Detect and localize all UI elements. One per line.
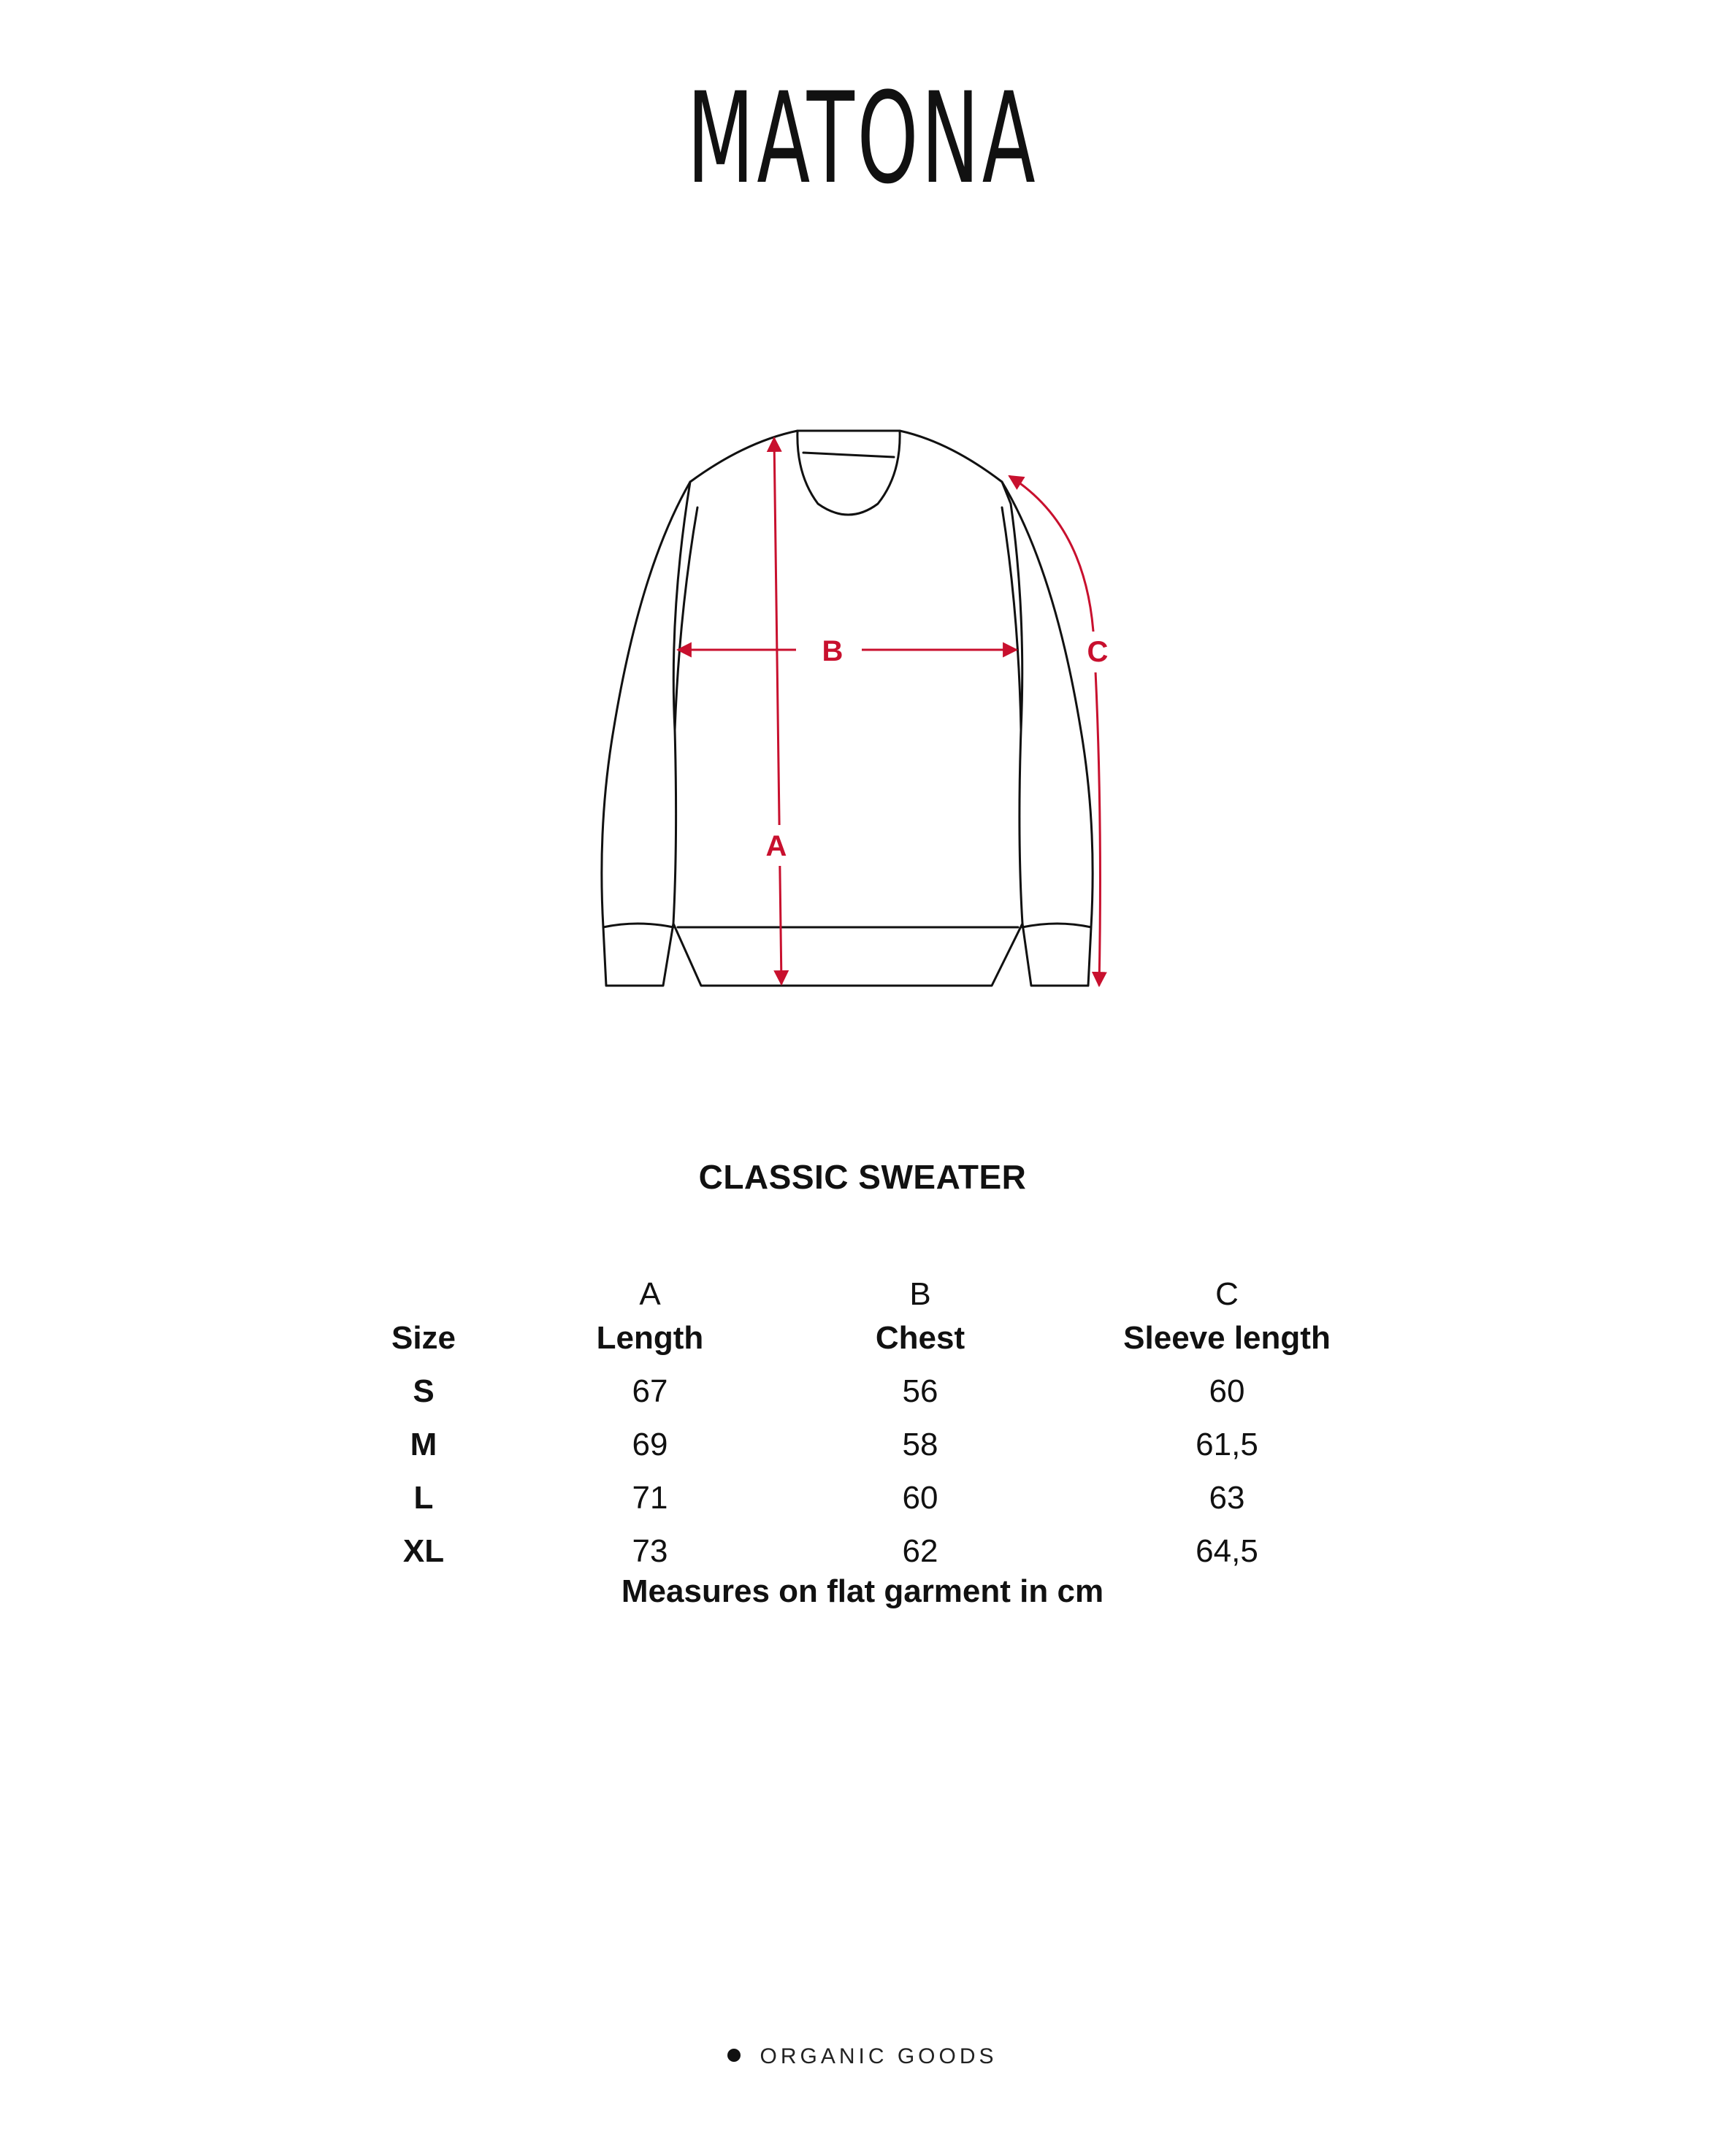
product-title: CLASSIC SWEATER — [698, 1158, 1027, 1196]
sweater-right-sleeve-inner — [1002, 507, 1021, 730]
row-sleeve: 61,5 — [1196, 1427, 1258, 1462]
sweater-neck-inner — [803, 453, 894, 457]
row-size: S — [413, 1373, 435, 1409]
measurement-note: Measures on flat garment in cm — [621, 1573, 1104, 1609]
measure-a-label: A — [765, 830, 787, 862]
row-size: L — [413, 1480, 434, 1516]
row-sleeve: 63 — [1209, 1480, 1245, 1516]
row-length: 67 — [632, 1373, 668, 1409]
header-sleeve-length: Sleeve length — [1123, 1320, 1331, 1356]
measure-c-label: C — [1087, 636, 1109, 668]
measure-a-arrow — [774, 438, 781, 984]
row-sleeve: 60 — [1209, 1373, 1245, 1409]
row-size: M — [410, 1427, 437, 1462]
sweater-right-cuff — [1022, 924, 1091, 927]
measure-c-arrow — [1009, 476, 1100, 986]
sweater-left-sleeve — [602, 482, 690, 986]
footer — [0, 2044, 1725, 2069]
row-length: 69 — [632, 1427, 668, 1462]
measure-b-label: B — [822, 635, 844, 667]
row-chest: 62 — [902, 1533, 938, 1569]
row-chest: 58 — [902, 1427, 938, 1462]
row-chest: 60 — [902, 1480, 938, 1516]
header-chest: Chest — [875, 1320, 965, 1356]
sweater-left-sleeve-inner — [675, 507, 697, 730]
header-size: Size — [391, 1320, 456, 1356]
header-letter-c: C — [1215, 1276, 1239, 1312]
footer-text: ORGANIC GOODS — [760, 2044, 998, 2068]
row-size: XL — [402, 1533, 445, 1569]
sweater-neck-rib — [798, 431, 900, 515]
row-sleeve: 64,5 — [1196, 1533, 1258, 1569]
header-letter-a: A — [639, 1276, 661, 1312]
sweater-outline — [602, 431, 1093, 986]
row-length: 71 — [632, 1480, 668, 1516]
sweater-left-cuff — [603, 924, 673, 927]
header-letter-b: B — [909, 1276, 931, 1312]
brand-logo: MATONA — [686, 65, 1039, 212]
sweater-right-sleeve — [1002, 482, 1093, 986]
row-length: 73 — [632, 1533, 668, 1569]
row-chest: 56 — [902, 1373, 938, 1409]
bullet-dot-icon — [727, 2049, 741, 2062]
header-length: Length — [596, 1320, 704, 1356]
